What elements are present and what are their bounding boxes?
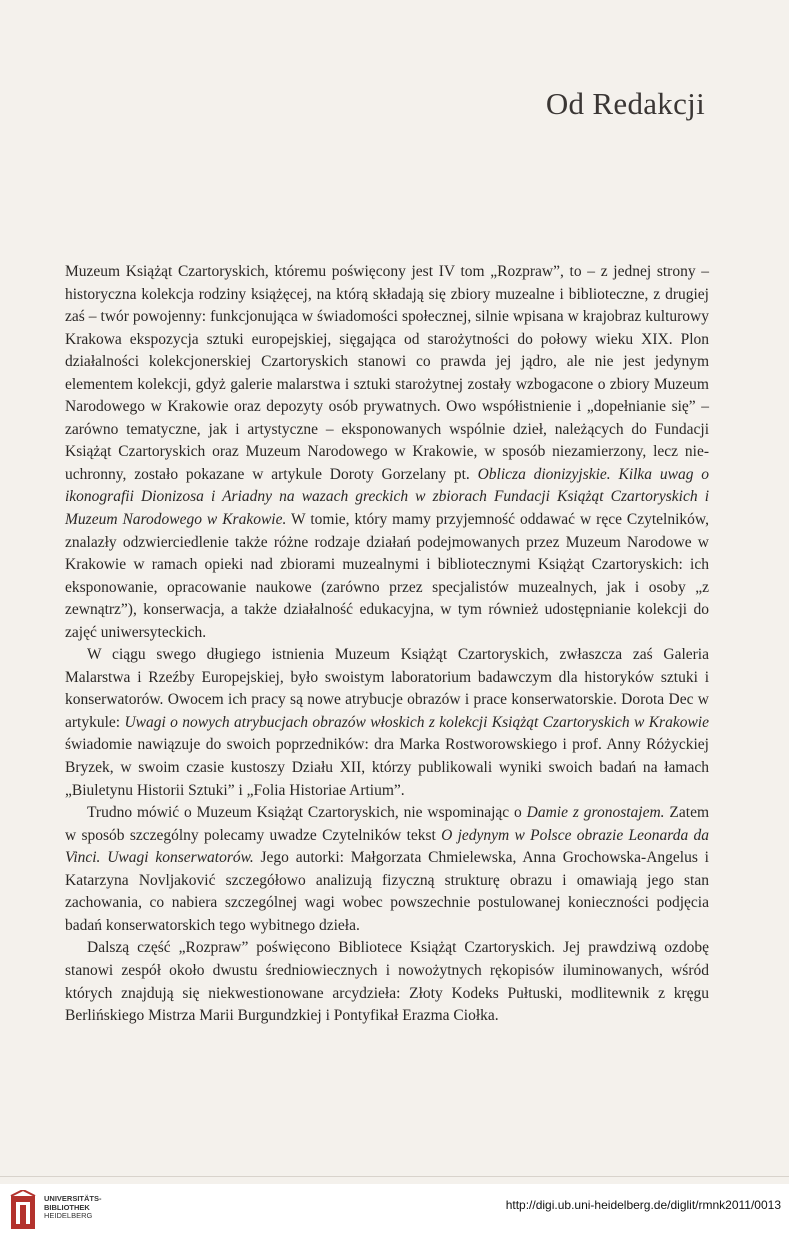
footer-divider <box>0 1176 789 1177</box>
text-run: Zatem w sposób szczególny polecamy uwadze Czytelników tekst <box>65 804 710 844</box>
text-run: W ciągu swego długiego istnienia Muzeum Książąt Czartoryskich, zwłaszcza zaś Galeria Malarstwa i Rzeźby Europejskiej, było swoistym laboratorium badawczym dla historyków sztuki i konserwatorów. Owocem ich pracy są nowe atrybucje obrazów i prace konserwatorskie. Dorota Dec w artykule: <box>65 646 709 731</box>
text-run: Muzeum Książąt Czartoryskich, któremu poświęcony jest IV tom „Rozpraw”, to – z jednej strony – historyczna kolekcja rodziny książęcej, na którą składają się zbiory muzealne i biblioteczne, z drugiej zaś – twór powojenny: funkcjonująca w świadomości społecznej, silnie wpisana w krajobraz kulturowy Krakowa ekspozycja sztuki europejskiej, sięgająca od starożytności do połowy wieku XIX. Plon działalności kolekcjonerskiej Czartoryskich stanowi co prawda jej jądro, ale nie jest jedynym elementem kolekcji, gdyż galerie malarstwa i sztuki starożytnej zostały wzbogacone o zbiory Muzeum Narodowego w Krakowie oraz depozyty osób prywatnych. Owo współistnienie i „dopełnianie się” – zarówno tematyczne, jak i artystyczne – eksponowanych wspólnie dzieł, należących do Fundacji Książąt Czartoryskich oraz Muzeum Narodowego w Krakowie, w sposób niezamierzony, lecz nieuchronny, zostało pokazane w artykule Doroty Gorzelany pt. <box>65 263 709 483</box>
library-logo-icon[interactable] <box>8 1190 38 1232</box>
text-run: Jego autorki: Małgorzata Chmielewska, Anna Grochowska-Angelus i Katarzyna Novljaković szczegółowo analizują fizyczną strukturę obrazu i omawiają jego stan zachowania, co nabiera szczególnej wagi wobec powszechnie postulowanej konieczności podjęcia badań konserwatorskich tego wybitnego dzieła. <box>65 849 709 934</box>
italic-title: Uwagi o nowych atrybucjach obrazów włoskich z kolekcji Książąt Czartoryskich w Krakowie <box>124 713 709 731</box>
italic-title: Damie z gronostajem. <box>526 804 665 822</box>
italic-title: O jedynym w Polsce obrazie Leonarda da Vinci. Uwagi konserwatorów. <box>65 826 709 867</box>
library-name-line2: BIBLIOTHEK <box>44 1202 90 1212</box>
paragraph <box>65 644 709 802</box>
paragraph <box>65 802 709 937</box>
permalink-url[interactable]: http://digi.ub.uni-heidelberg.de/diglit/rmnk2011/0013 <box>505 1198 781 1212</box>
footer <box>0 1184 789 1238</box>
library-name-line3: HEIDELBERG <box>44 1211 93 1221</box>
article-body <box>65 261 709 1028</box>
library-name[interactable] <box>44 1195 102 1221</box>
text-run: Dalszą część „Rozpraw” poświęcono Bibliotece Książąt Czartoryskich. Jej prawdziwą ozdobę stanowi zespół około dwustu średniowiecznych i nowożytnych rękopisów iluminowanych, wśród których znajdują się niekwestionowane arcydzieła: Złoty Kodeks Pułtuski, modlitewnik z kręgu Berlińskiego Mistrza Marii Burgundzkiej i Pontyfikał Erazma Ciołka. <box>65 939 709 1025</box>
paragraph <box>65 261 709 644</box>
page-title: Od Redakcji <box>545 86 705 121</box>
text-run: W tomie, który mamy przyjemność oddawać w ręce Czytelników, znalazły odzwierciedlenie także różne rodzaje działań podejmowanych przez Muzeum Narodowe w Krakowie w ramach opieki nad zbiorami muzealnymi i bibliotecznymi Książąt Czartoryskich: ich eksponowanie, opracowanie naukowe (zarówno przez specjalistów muzealnych, jak i osoby „z zewnątrz”), konserwacja, a także działalność edukacyjna, w tym również udostępnianie kolekcji do zajęć uniwersyteckich. <box>65 511 709 641</box>
italic-title: Oblicza dionizyjskie. Kilka uwag o ikonografii Dionizosa i Ariadny na wazach greckich w zbiorach Fundacji Książąt Czartoryskich i Muzeum Narodowego w Krakowie. <box>65 465 709 529</box>
text-run: Trudno mówić o Muzeum Książąt Czartoryskich, nie wspominając o <box>87 804 527 822</box>
paragraph <box>65 937 709 1027</box>
library-name-line1: UNIVERSITÄTS- <box>44 1194 102 1203</box>
text-run: świadomie nawiązuje do swoich poprzedników: dra Marka Rostworowskiego i prof. Anny Różyckiej Bryzek, w swoim czasie kustoszy Działu XII, którzy publikowali wyniki swoich badań na łamach „Biuletynu Historii Sztuki” i „Folia Historiae Artium”. <box>65 736 709 799</box>
